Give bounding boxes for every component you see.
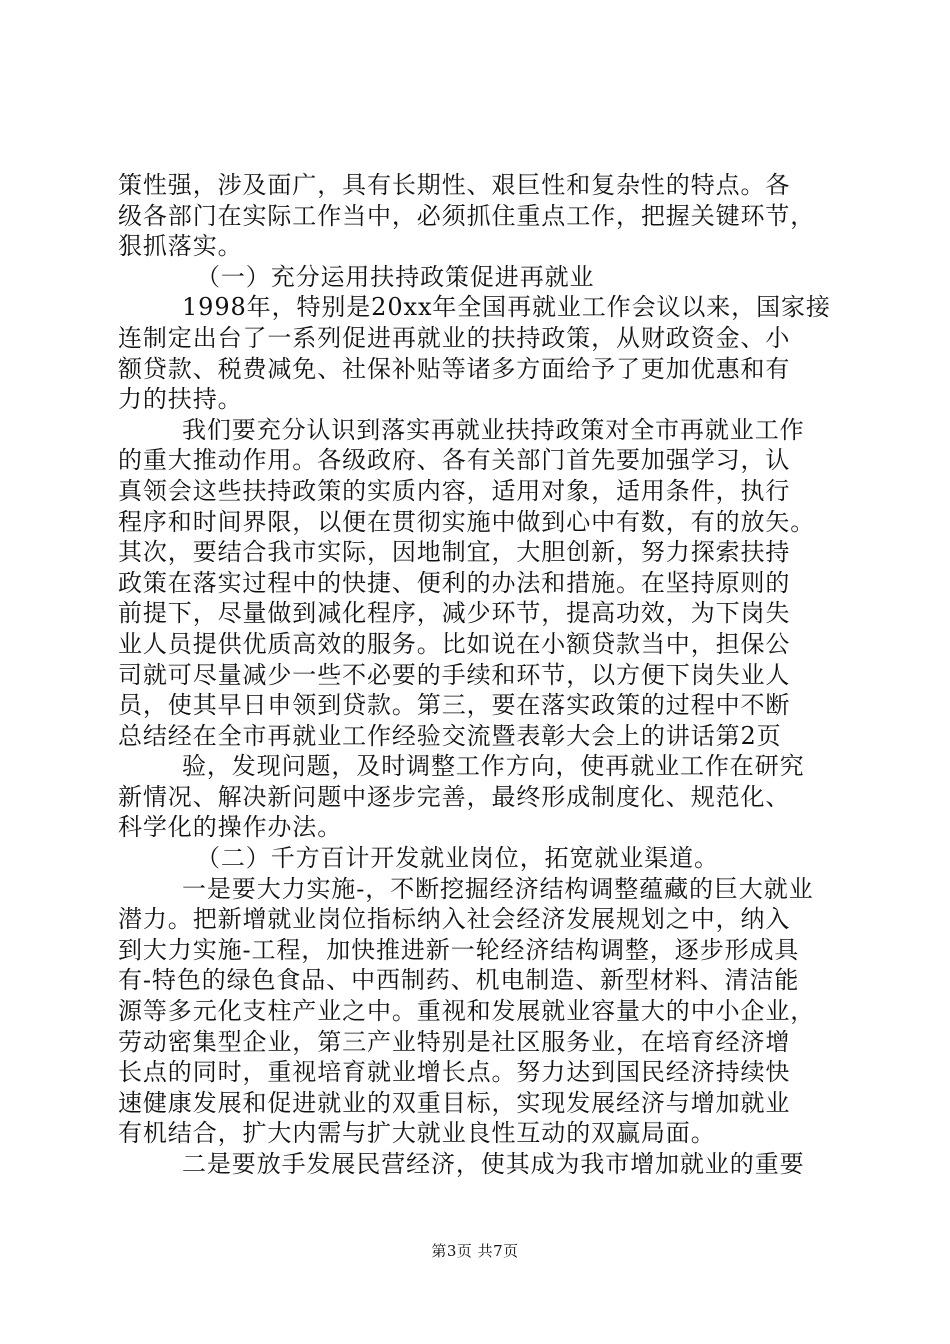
text-line-10: 的重大推动作用。各级政府、各有关部门首先要加强学习，认: [118, 446, 791, 475]
text-line-5: 1998年，特别是20xx年全国再就业工作会议以来，国家接: [182, 293, 831, 322]
text-line-18: 员，使其早日申领到贷款。第三，要在落实政策的过程中不断: [118, 691, 791, 720]
section-heading-1: （一）充分运用扶持政策促进再就业: [196, 262, 595, 291]
text-line-29: 劳动密集型企业，第三产业特别是社区服务业，在培育经济增: [118, 1027, 791, 1056]
text-line-9: 我们要充分认识到落实再就业扶持政策对全市再就业工作: [182, 415, 805, 444]
text-line-33: 二是要放手发展民营经济，使其成为我市增加就业的重要: [182, 1150, 805, 1178]
text-line-8: 力的扶持。: [118, 385, 243, 414]
text-line-3: 狠抓落实。: [118, 232, 243, 261]
text-line-2: 级各部门在实际工作当中，必须抓住重点工作，把握关键环节，: [118, 201, 816, 230]
section-heading-2: （二）千方百计开发就业岗位，拓宽就业渠道。: [196, 844, 719, 873]
text-line-1: 策性强，涉及面广，具有长期性、艰巨性和复杂性的特点。各: [118, 171, 791, 199]
text-line-22: 科学化的操作办法。: [118, 813, 343, 842]
text-line-24: 一是要大力实施-，不断挖掘经济结构调整蕴藏的巨大就业: [182, 874, 814, 903]
text-line-13: 其次，要结合我市实际，因地制宜，大胆创新，努力探索扶持: [118, 538, 791, 567]
text-line-6: 连制定出台了一系列促进再就业的扶持政策，从财政资金、小: [118, 323, 791, 352]
text-line-27: 有-特色的绿色食品、中西制药、机电制造、新型材料、清洁能: [118, 966, 800, 995]
text-line-30: 长点的同时，重视培育就业增长点。努力达到国民经济持续快: [118, 1058, 791, 1087]
text-line-16: 业人员提供优质高效的服务。比如说在小额贷款当中，担保公: [118, 629, 791, 658]
text-line-17: 司就可尽量减少一些不必要的手续和环节，以方便下岗失业人: [118, 660, 791, 689]
text-line-11: 真领会这些扶持政策的实质内容，适用对象，适用条件，执行: [118, 476, 791, 505]
text-line-20: 验，发现问题，及时调整工作方向，使再就业工作在研究: [182, 752, 805, 781]
text-line-14: 政策在落实过程中的快捷、便利的办法和措施。在坚持原则的: [118, 568, 791, 597]
text-line-19: 总结经在全市再就业工作经验交流暨表彰大会上的讲话第2页: [118, 721, 782, 750]
text-line-28: 源等多元化支柱产业之中。重视和发展就业容量大的中小企业，: [118, 997, 816, 1026]
text-line-21: 新情况、解决新问题中逐步完善，最终形成制度化、规范化、: [118, 782, 791, 811]
document-body: [118, 170, 838, 1180]
text-line-26: 到大力实施-工程，加快推进新一轮经济结构调整，逐步形成具: [118, 935, 800, 964]
text-line-7: 额贷款、税费减免、社保补贴等诸多方面给予了更加优惠和有: [118, 354, 791, 383]
text-line-25: 潜力。把新增就业岗位指标纳入社会经济发展规划之中，纳入: [118, 905, 791, 934]
text-line-15: 前提下，尽量做到减化程序，减少环节，提高功效，为下岗失: [118, 599, 791, 628]
text-line-31: 速健康发展和促进就业的双重目标，实现发展经济与增加就业: [118, 1088, 791, 1117]
text-line-32: 有机结合，扩大内需与扩大就业良性互动的双赢局面。: [118, 1119, 716, 1148]
page-number-footer: 第3页 共7页: [431, 1242, 519, 1260]
text-line-12: 程序和时间界限，以便在贯彻实施中做到心中有数，有的放矢。: [118, 507, 816, 536]
